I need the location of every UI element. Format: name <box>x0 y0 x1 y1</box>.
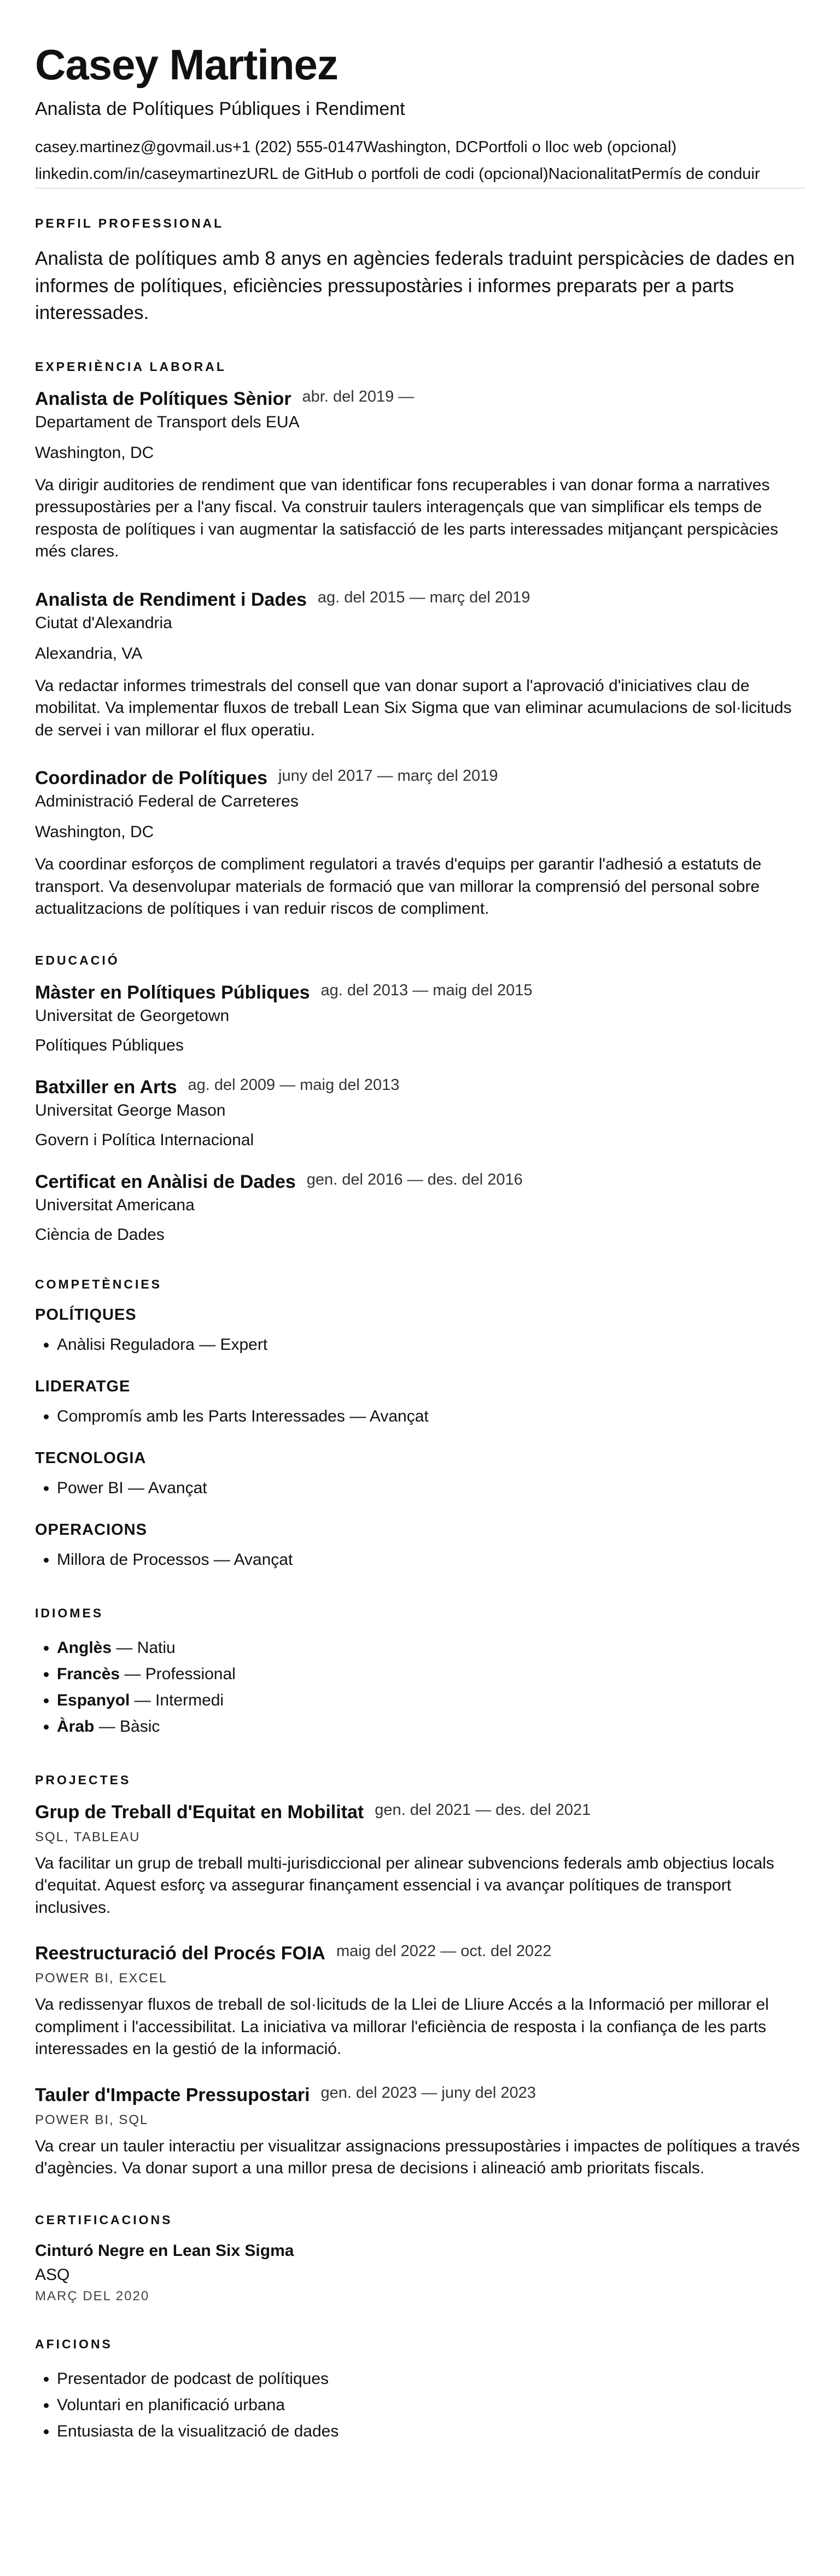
experience-item <box>35 768 805 920</box>
project-item <box>35 1802 805 1919</box>
school-name: Universitat Americana <box>35 1196 195 1214</box>
job-organization: Departament de Transport dels EUA <box>35 413 300 431</box>
project-item-header <box>35 1802 805 1823</box>
project-description: Va facilitar un grup de treball multi-jurisdiccional per alinear subvencions federals amb objectius locals d'equitat. Aquest esforç va assegurar finançament essencial i va avançar polítiques de transport inclusives. <box>35 1854 774 1917</box>
project-tags: POWER BI, SQL <box>35 2112 149 2127</box>
job-dates: juny del 2017 — març del 2019 <box>278 767 498 785</box>
candidate-name: Casey Martinez <box>35 40 338 89</box>
contact-linkedin[interactable]: linkedin.com/in/caseymartinez <box>35 165 247 183</box>
skills-heading: COMPETÈNCIES <box>35 1277 162 1291</box>
project-tags: SQL, TABLEAU <box>35 1829 141 1844</box>
skill-group <box>35 1378 805 1430</box>
skill-category: TECNOLOGIA <box>35 1449 147 1467</box>
projects-heading: PROJECTES <box>35 1772 131 1787</box>
certifications-section <box>35 2213 805 2304</box>
job-title: Analista de Rendiment i Dades <box>35 589 307 610</box>
experience-item-header <box>35 388 805 410</box>
job-title: Analista de Polítiques Sènior <box>35 388 291 409</box>
skill-category: OPERACIONS <box>35 1521 147 1539</box>
projects-section <box>35 1773 805 2180</box>
language-name: Àrab <box>57 1717 95 1736</box>
contact-github[interactable]: URL de GitHub o portfoli de codi (opcional) <box>246 165 549 183</box>
job-location: Washington, DC <box>35 823 154 842</box>
skill-group <box>35 1521 805 1573</box>
project-title: Grup de Treball d'Equitat en Mobilitat <box>35 1801 364 1823</box>
education-item-header <box>35 1171 805 1193</box>
experience-heading: EXPERIÈNCIA LABORAL <box>35 359 226 374</box>
skill-item: • Millora de Processos — Avançat <box>57 1547 805 1573</box>
interest-item: • Entusiasta de la visualització de dades <box>57 2418 805 2445</box>
project-item <box>35 2085 805 2180</box>
contact-license: Permís de conduir <box>631 165 760 183</box>
experience-section <box>35 359 805 920</box>
skill-group <box>35 1306 805 1358</box>
resume-header <box>35 40 805 189</box>
contact-line-1 <box>35 138 805 156</box>
skill-list <box>35 1547 805 1573</box>
certification-date: MARÇ DEL 2020 <box>35 2288 150 2304</box>
experience-item-header <box>35 768 805 789</box>
contact-line-2 <box>35 165 805 189</box>
skill-list <box>35 1403 805 1430</box>
education-item-header <box>35 1077 805 1098</box>
certification-item <box>35 2242 805 2304</box>
job-description: Va dirigir auditories de rendiment que van identificar fons recuperables i van donar forma a narratives pressupostàries per a l'any fiscal. Va construir taulers interagençals que van simplificar els temps de resposta de polítiques i van augmentar la satisfacció de les parts interessades mitjançant perspicàcies més clares. <box>35 475 779 561</box>
education-item <box>35 1171 805 1244</box>
language-name: Espanyol <box>57 1691 130 1709</box>
interests-heading: AFICIONS <box>35 2336 113 2351</box>
skill-group <box>35 1449 805 1501</box>
degree-title: Màster en Polítiques Públiques <box>35 982 310 1003</box>
skill-list <box>35 1475 805 1501</box>
project-title: Reestructuració del Procés FOIA <box>35 1943 325 1964</box>
education-item <box>35 1077 805 1150</box>
language-level: — Professional <box>120 1664 236 1683</box>
language-level: — Natiu <box>112 1638 176 1657</box>
summary-heading: PERFIL PROFESSIONAL <box>35 216 224 230</box>
interests-section <box>35 2337 805 2445</box>
project-dates: gen. del 2021 — des. del 2021 <box>375 1801 591 1819</box>
job-description: Va coordinar esforços de compliment regulatori a través d'equips per garantir l'adhesió a estatuts de transport. Va desenvolupar materials de formació que van millorar la comprensió del personal sobre actualitzacions de polítiques i van reduir riscos de compliment. <box>35 855 762 918</box>
skill-list <box>35 1332 805 1358</box>
languages-section <box>35 1606 805 1740</box>
job-description: Va redactar informes trimestrals del consell que van donar suport a l'aprovació d'iniciatives clau de mobilitat. Va implementar fluxos de treball Lean Six Sigma que van eliminar acumulacions de sol·licituds de servei i van millorar el flux operatiu. <box>35 676 792 739</box>
project-description: Va crear un tauler interactiu per visualitzar assignacions pressupostàries i impactes de polítiques a través d'agències. Va donar suport a una millor presa de decisions i alineació amb prioritats fiscals. <box>35 2137 800 2178</box>
skills-section <box>35 1277 805 1573</box>
language-level: — Bàsic <box>94 1717 160 1736</box>
language-item <box>57 1635 805 1661</box>
project-item-header <box>35 2085 805 2106</box>
project-dates: gen. del 2023 — juny del 2023 <box>320 2084 536 2102</box>
project-tags: POWER BI, EXCEL <box>35 1971 168 1986</box>
education-item <box>35 982 805 1055</box>
interest-item: • Voluntari en planificació urbana <box>57 2392 805 2418</box>
job-organization: Administració Federal de Carreteres <box>35 792 299 811</box>
degree-title: Certificat en Anàlisi de Dades <box>35 1171 296 1192</box>
education-heading: EDUCACIÓ <box>35 953 120 967</box>
candidate-title: Analista de Polítiques Públiques i Rendiment <box>35 98 405 119</box>
project-item-header <box>35 1943 805 1964</box>
degree-title: Batxiller en Arts <box>35 1076 177 1098</box>
certifications-heading: CERTIFICACIONS <box>35 2212 173 2227</box>
project-title: Tauler d'Impacte Pressupostari <box>35 2084 310 2105</box>
contact-phone[interactable]: +1 (202) 555-0147 <box>232 138 364 156</box>
education-dates: ag. del 2009 — maig del 2013 <box>188 1076 400 1094</box>
languages-heading: IDIOMES <box>35 1605 104 1620</box>
language-list <box>35 1635 805 1740</box>
school-name: Universitat de Georgetown <box>35 1006 230 1025</box>
skill-item: • Anàlisi Reguladora — Expert <box>57 1332 805 1358</box>
job-title: Coordinador de Polítiques <box>35 768 268 789</box>
language-item <box>57 1687 805 1714</box>
certification-title: Cinturó Negre en Lean Six Sigma <box>35 2241 294 2260</box>
project-item <box>35 1943 805 2061</box>
summary-section <box>35 216 805 327</box>
contact-nationality: Nacionalitat <box>548 165 632 183</box>
skill-item: • Power BI — Avançat <box>57 1475 805 1501</box>
education-dates: ag. del 2013 — maig del 2015 <box>320 981 533 999</box>
job-organization: Ciutat d'Alexandria <box>35 613 172 632</box>
contact-email[interactable]: casey.martinez@govmail.us <box>35 138 232 156</box>
language-item <box>57 1714 805 1740</box>
skill-category: POLÍTIQUES <box>35 1306 137 1324</box>
interest-item: • Presentador de podcast de polítiques <box>57 2366 805 2392</box>
job-dates: abr. del 2019 — <box>302 387 415 405</box>
project-dates: maig del 2022 — oct. del 2022 <box>336 1942 552 1960</box>
interest-list <box>35 2366 805 2445</box>
job-location: Alexandria, VA <box>35 644 143 663</box>
experience-item <box>35 589 805 742</box>
experience-item <box>35 388 805 563</box>
education-dates: gen. del 2016 — des. del 2016 <box>306 1170 523 1188</box>
contact-location: Washington, DC <box>363 138 479 156</box>
language-item <box>57 1661 805 1687</box>
education-section <box>35 953 805 1244</box>
certification-issuer: ASQ <box>35 2265 70 2284</box>
job-location: Washington, DC <box>35 443 154 462</box>
field-of-study: Govern i Política Internacional <box>35 1130 254 1149</box>
project-description: Va redissenyar fluxos de treball de sol·licituds de la Llei de Lliure Accés a la Informació per millorar el compliment i l'accessibilitat. La iniciativa va millorar l'eficiència de resposta i la confiança de les parts interessades en la gestió de la informació. <box>35 1995 769 2058</box>
language-level: — Intermedi <box>130 1691 224 1709</box>
language-name: Anglès <box>57 1638 112 1657</box>
skill-category: LIDERATGE <box>35 1377 131 1395</box>
field-of-study: Polítiques Públiques <box>35 1036 184 1054</box>
skill-item: • Compromís amb les Parts Interessades — Avançat <box>57 1403 805 1430</box>
summary-text: Analista de polítiques amb 8 anys en agències federals traduint perspicàcies de dades en informes de polítiques, eficiències pressupostàries i informes preparats per a parts interessades. <box>35 247 795 324</box>
field-of-study: Ciència de Dades <box>35 1225 165 1244</box>
contact-website[interactable]: Portfoli o lloc web (opcional) <box>478 138 677 156</box>
experience-item-header <box>35 589 805 611</box>
education-item-header <box>35 982 805 1003</box>
job-dates: ag. del 2015 — març del 2019 <box>317 588 530 606</box>
school-name: Universitat George Mason <box>35 1101 226 1119</box>
language-name: Francès <box>57 1664 120 1683</box>
